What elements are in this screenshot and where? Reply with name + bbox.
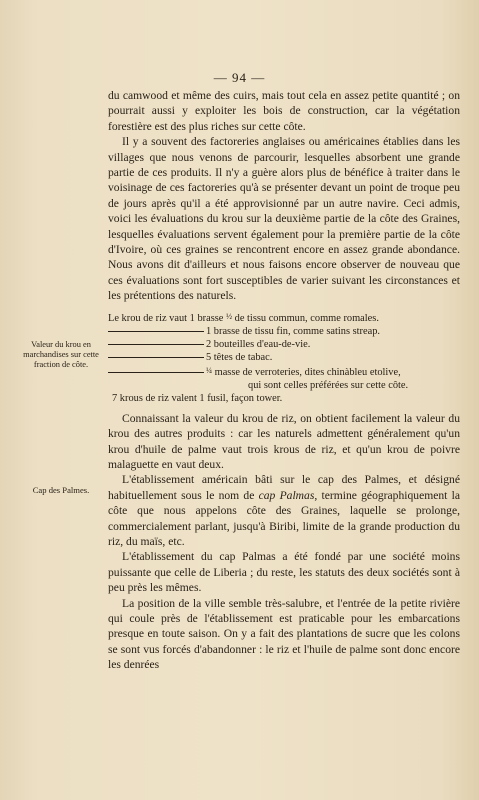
valuation-table bbox=[108, 310, 460, 405]
intro-paragraph: du camwood et même des cuirs, mais tout cela en assez petite quantité ; on pourrait aussi y exploiter les bois de construction, car la végétation forestière est des plus riches sur cette côte. bbox=[108, 89, 460, 133]
ditto-rule bbox=[108, 372, 204, 373]
cap-paragraph: L'établissement américain bâti sur le cap des Palmes, et désigné habituellement sous le nom de cap Palmas, termine géographiquement la côte que nous appelons côte des Graines, laquelle se prolonge, commercialement parlant, jusqu'à Biribi, limite de la grande production du riz, du maïs, etc. bbox=[108, 473, 461, 548]
ditto-rule bbox=[108, 331, 204, 332]
fraction-half: ½ bbox=[226, 311, 233, 321]
position-paragraph: La position de la ville semble très-salubre, et l'entrée de la petite rivière qui coule près de l'établissement est praticable pour les embarcations presque en toute saison. On y a fait des plantations de sucre que les colons se sont vus forcés d'abandonner : le riz et l'huile de palme sont donc encore les denrées bbox=[108, 596, 460, 672]
factories-paragraph: Il y a souvent des factoreries anglaises ou américaines établies dans les villages que nous venons de parcourir, lesquelles absorbent une grande partie de ces produits. Il n'y a guère alors plus de bénéfice à traiter dans le voisinage de ces factoreries qu'à se présenter devant un point de troque peu de jours après qu'il a été approvisionné par un autre navire. Ceci admis, voici les évaluations du krou sur la deuxième partie de la côte des Graines, lesquelles évaluations servent également pour la première partie de la côte d'Ivoire, où ces graines se rencontrent encore en assez grande abondance. Nous avons dit d'ailleurs et nous faisons encore observer de nouveau que ces évaluations sont fort susceptibles de varier suivant les circonstances et les prétentions des naturels. bbox=[108, 135, 460, 303]
valuation-line-1: Le krou de riz vaut 1 brasse ½ de tissu commun, comme romales. bbox=[108, 311, 379, 324]
ditto-rule bbox=[108, 344, 204, 345]
valuation-line-4: 5 têtes de tabac. bbox=[108, 351, 460, 364]
margin-note-krou-value: Valeur du krou en marchandises sur cette fraction de côte. bbox=[23, 340, 99, 369]
cap-palmas-italic: cap Palmas bbox=[258, 488, 315, 502]
valuation-line-6: 7 krous de riz valent 1 fusil, façon tower. bbox=[112, 392, 283, 404]
valuation-line-5: ¼ masse de verroteries, dites chinàbleu etolive, bbox=[108, 364, 460, 379]
valuation-line-5-cont: qui sont celles préférées sur cette côte. bbox=[248, 379, 409, 391]
page-number: — 94 — bbox=[213, 70, 266, 85]
margin-note-cap-palmes: Cap des Palmes. bbox=[32, 485, 90, 495]
founded-paragraph: L'établissement du cap Palmas a été fondé par une société moins puissante que celle de Liberia ; du reste, les statuts des deux sociétés sont à peu près les mêmes. bbox=[108, 550, 460, 595]
ditto-rule bbox=[108, 357, 204, 358]
valuation-line-3: 2 bouteilles d'eau-de-vie. bbox=[108, 338, 460, 351]
knowing-paragraph: Connaissant la valeur du krou de riz, on obtient facilement la valeur du krou des autres produits : car les naturels admettent généralement qu'un krou d'huile de palme vaut trois krous de riz, et qu'un krou de poivre malaguette en vaut deux. bbox=[108, 411, 460, 471]
fraction-quarter: ¼ bbox=[206, 365, 212, 375]
main-text-column bbox=[108, 88, 460, 673]
valuation-line-2: 1 brasse de tissu fin, comme satins streap. bbox=[108, 325, 460, 338]
